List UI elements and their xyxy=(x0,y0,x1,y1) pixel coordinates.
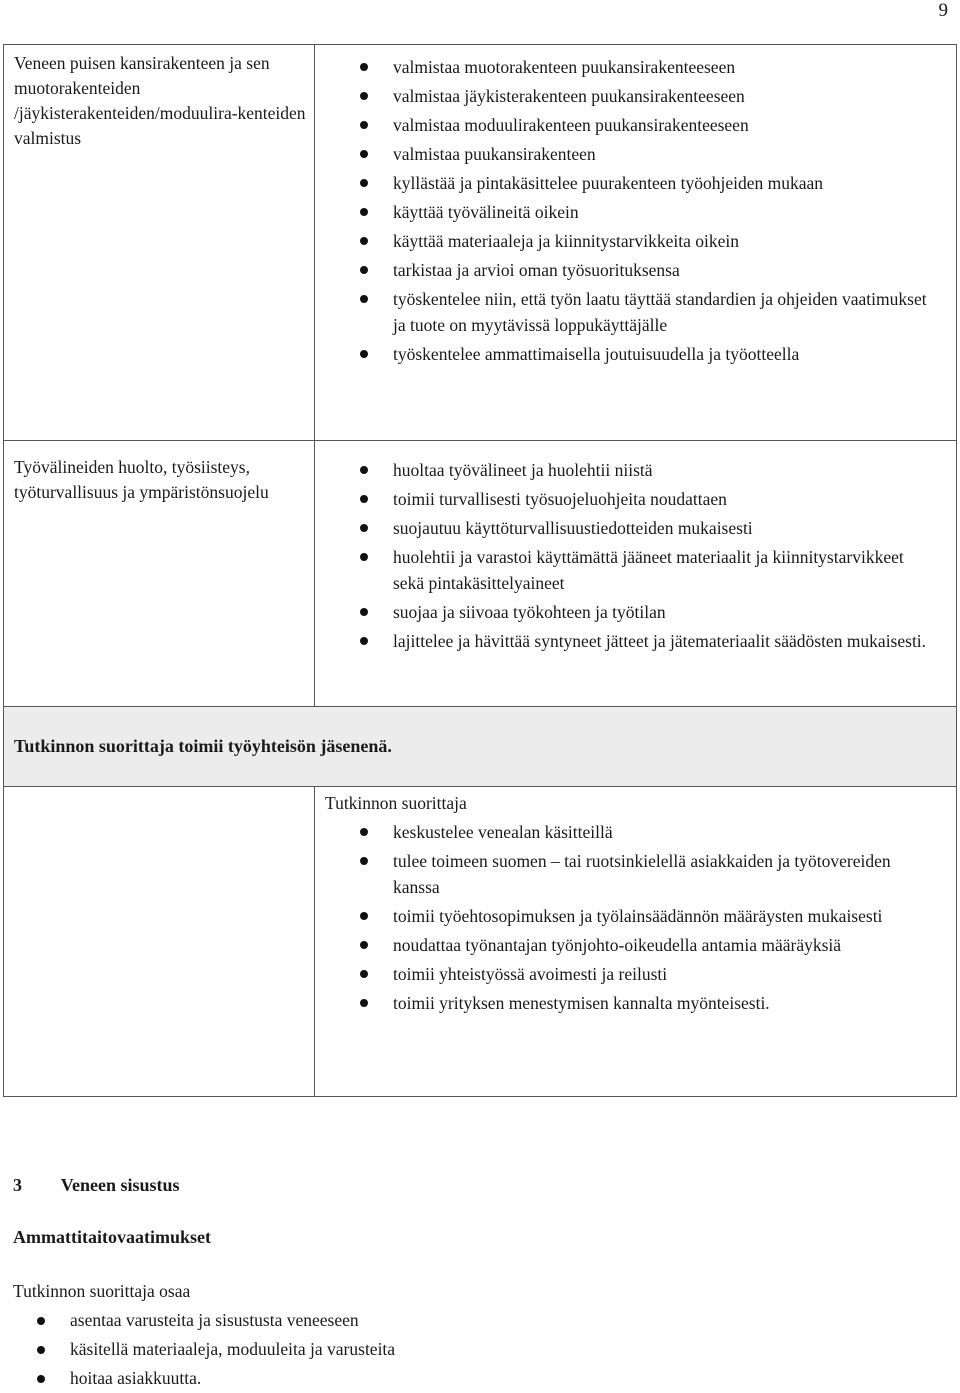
list-item: asentaa varusteita ja sisustusta veneeseen xyxy=(0,1306,600,1335)
community-criteria xyxy=(314,787,956,1096)
section-number: 3 xyxy=(13,1175,22,1195)
list-item: käyttää työvälineitä oikein xyxy=(325,199,956,225)
list-item: toimii työehtosopimuksen ja työlainsäädännön määräysten mukaisesti xyxy=(325,903,956,929)
list-item: valmistaa jäykisterakenteen puukansirakenteeseen xyxy=(325,83,956,109)
list-item: käsitellä materiaaleja, moduuleita ja varusteita xyxy=(0,1335,600,1364)
criteria-table xyxy=(3,44,957,709)
list-item: työskentelee niin, että työn laatu täyttää standardien ja ohjeiden vaatimukset ja tuote on myytävissä loppukäyttäjälle xyxy=(325,286,956,338)
row-criteria xyxy=(314,45,956,440)
list-item: valmistaa puukansirakenteen xyxy=(325,141,956,167)
community-intro: Tutkinnon suorittaja xyxy=(325,793,467,813)
community-list xyxy=(325,819,956,1016)
list-item: valmistaa muotorakenteen puukansirakenteeseen xyxy=(325,54,956,80)
list-item: suojautuu käyttöturvallisuustiedotteiden mukaisesti xyxy=(325,515,956,541)
community-header-row xyxy=(3,706,957,787)
empty-cell xyxy=(4,787,314,1096)
list-item: keskustelee venealan käsitteillä xyxy=(325,819,956,845)
list-item: hoitaa asiakkuutta. xyxy=(0,1364,600,1393)
list-item: toimii yrityksen menestymisen kannalta myönteisesti. xyxy=(325,990,956,1016)
list-item: kyllästää ja pintakäsittelee puurakenteen työohjeiden mukaan xyxy=(325,170,956,196)
section-subheading: Ammattitaitovaatimukset xyxy=(13,1227,211,1247)
row-topic: Työvälineiden huolto, työsiisteys, työturvallisuus ja ympäristönsuojelu xyxy=(14,457,269,502)
table-row xyxy=(3,787,957,1097)
list-item: käyttää materiaaleja ja kiinnitystarvikkeita oikein xyxy=(325,228,956,254)
row-criteria xyxy=(314,441,956,708)
section-list-wrap xyxy=(0,1306,600,1393)
section-intro: Tutkinnon suorittaja osaa xyxy=(13,1281,191,1301)
section-title: Veneen sisustus xyxy=(60,1175,180,1195)
table-row xyxy=(3,44,957,441)
list-item: huoltaa työvälineet ja huolehtii niistä xyxy=(325,457,956,483)
list-item: noudattaa työnantajan työnjohto-oikeudella antamia määräyksiä xyxy=(325,932,956,958)
list-item: huolehtii ja varastoi käyttämättä jääneet materiaalit ja kiinnitystarvikkeet sekä pintakäsittelyaineet xyxy=(325,544,956,596)
list-item: toimii yhteistyössä avoimesti ja reilusti xyxy=(325,961,956,987)
page-number: 9 xyxy=(938,0,948,21)
list-item: tulee toimeen suomen – tai ruotsinkielellä asiakkaiden ja työtovereiden kanssa xyxy=(325,848,956,900)
section-heading xyxy=(13,1175,180,1196)
list-item: suojaa ja siivoaa työkohteen ja työtilan xyxy=(325,599,956,625)
table-row xyxy=(3,441,957,709)
list-item: toimii turvallisesti työsuojeluohjeita noudattaen xyxy=(325,486,956,512)
community-heading: Tutkinnon suorittaja toimii työyhteisön jäsenenä. xyxy=(4,707,956,786)
row-topic: Veneen puisen kansirakenteen ja sen muotorakenteiden /jäykisterakenteiden/moduulira-kenteiden valmistus xyxy=(14,53,306,148)
list-item: tarkistaa ja arvioi oman työsuorituksensa xyxy=(325,257,956,283)
list-item: työskentelee ammattimaisella joutuisuudella ja työotteella xyxy=(325,341,956,367)
list-item: lajittelee ja hävittää syntyneet jätteet ja jätemateriaalit säädösten mukaisesti. xyxy=(325,628,956,654)
list-item: valmistaa moduulirakenteen puukansirakenteeseen xyxy=(325,112,956,138)
community-table xyxy=(3,706,957,1097)
criteria-list xyxy=(325,457,956,654)
criteria-list xyxy=(325,54,956,367)
section-list xyxy=(0,1306,600,1393)
